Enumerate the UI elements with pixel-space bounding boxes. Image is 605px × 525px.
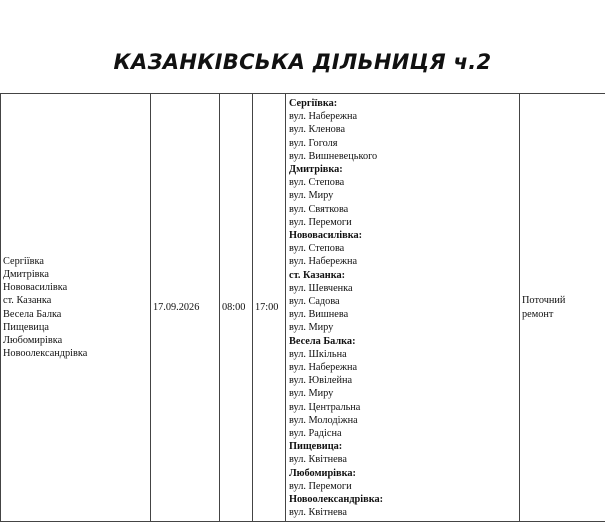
street-item: вул. Миру: [289, 388, 334, 400]
settlement-item: ст. Казанка: [3, 295, 52, 307]
street-item: вул. Перемоги: [289, 216, 352, 228]
settlement-heading: Пищевица:: [289, 441, 343, 453]
street-item: вул. Садова: [289, 296, 340, 308]
settlement-heading: Любомирівка:: [289, 467, 356, 479]
settlement-item: Сергіївка: [3, 255, 44, 267]
street-item: вул. Набережна: [289, 256, 358, 268]
time-end-cell: 17:00: [253, 94, 286, 522]
street-item: вул. Набережна: [289, 362, 358, 374]
street-item: вул. Миру: [289, 322, 334, 334]
work-type-line: Поточний: [522, 295, 566, 307]
street-item: вул. Ювілейна: [289, 375, 353, 387]
street-item: вул. Кленова: [289, 124, 346, 136]
street-item: вул. Молодіжна: [289, 414, 358, 426]
time-start-cell: 08:00: [220, 94, 253, 522]
street-item: вул. Шкільна: [289, 348, 347, 360]
settlement-heading: Весела Балка:: [289, 335, 356, 347]
street-item: вул. Миру: [289, 190, 334, 202]
street-item: вул. Степова: [289, 243, 345, 255]
street-item: вул. Радісна: [289, 428, 342, 440]
street-item: вул. Гоголя: [289, 137, 338, 149]
streets-cell: [286, 94, 520, 522]
street-item: вул. Вишнева: [289, 309, 349, 321]
settlement-item: Новоолександрівка: [3, 348, 88, 360]
settlement-item: Дмитрівка: [3, 268, 49, 280]
street-item: вул. Перемоги: [289, 480, 352, 492]
work-type-line: ремонт: [522, 308, 554, 320]
settlement-heading: ст. Казанка:: [289, 269, 346, 281]
settlement-heading: Новоолександрівка:: [289, 494, 384, 506]
table-row: [1, 94, 605, 522]
settlement-item: Любомирівка: [3, 334, 63, 346]
date-cell: 17.09.2026: [151, 94, 220, 522]
settlement-item: Весела Балка: [3, 308, 62, 320]
settlement-item: Пищевица: [3, 321, 49, 333]
work-type-cell: [520, 94, 605, 522]
street-item: вул. Квітнева: [289, 507, 347, 519]
settlements-cell: [1, 94, 151, 522]
street-item: вул. Святкова: [289, 203, 349, 215]
street-item: вул. Шевченка: [289, 282, 353, 294]
street-item: вул. Квітнева: [289, 454, 347, 466]
street-item: вул. Центральна: [289, 401, 361, 413]
settlement-heading: Дмитрівка:: [289, 164, 343, 176]
settlement-item: Нововасилівка: [3, 282, 68, 294]
outage-schedule-table: [0, 93, 605, 522]
settlement-heading: Нововасилівка:: [289, 230, 363, 242]
street-item: вул. Вишневецького: [289, 150, 378, 162]
street-item: вул. Набережна: [289, 111, 358, 123]
settlement-heading: Сергіївка:: [289, 98, 338, 109]
street-item: вул. Степова: [289, 177, 345, 189]
page-title: КАЗАНКІВСЬКА ДІЛЬНИЦЯ ч.2: [113, 50, 492, 74]
